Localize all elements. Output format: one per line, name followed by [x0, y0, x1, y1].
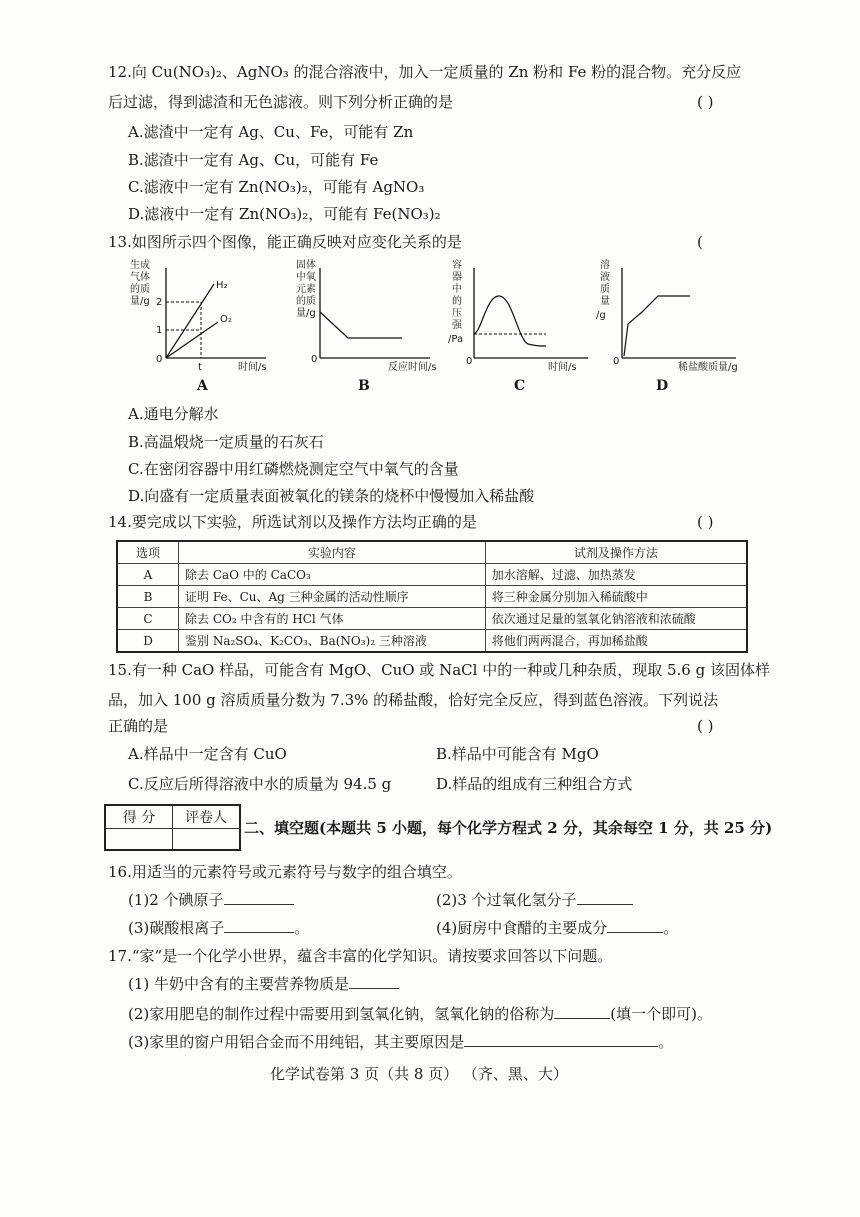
- q12-option-c: C.滤液中一定有 Zn(NO₃)₂，可能有 AgNO₃: [128, 178, 425, 196]
- q16-part3-dot: 。: [294, 919, 310, 937]
- q17-stem: 17.“家”是一个化学小世界，蕴含丰富的化学知识。请按要求回答以下问题。: [108, 947, 613, 965]
- graph-c-xlabel: 时间/s: [548, 362, 577, 373]
- q12-option-d: D.滤液中一定有 Zn(NO₃)₂，可能有 Fe(NO₃)₂: [128, 205, 441, 223]
- table-cell: D: [117, 630, 179, 653]
- q15-option-d: D.样品的组成有三种组合方式: [436, 775, 633, 793]
- q15-stem-line2: 品，加入 100 g 溶质质量分数为 7.3% 的稀盐酸，恰好完全反应，得到蓝色溶液。下列说法: [108, 691, 719, 709]
- q13-option-c: C.在密闭容器中用红磷燃烧测定空气中氧气的含量: [128, 460, 459, 478]
- q13-option-b: B.高温煅烧一定质量的石灰石: [128, 433, 324, 451]
- q17-part3-blank[interactable]: [464, 1046, 658, 1047]
- graph-d-ylabel-3: 质: [600, 284, 610, 295]
- q13-stem: 13.如图所示四个图像，能正确反映对应变化关系的是: [108, 233, 462, 251]
- q12-stem-line1: 12.向 Cu(NO₃)₂、AgNO₃ 的混合溶液中，加入一定质量的 Zn 粉和 Fe 粉的混合物。充分反应: [108, 63, 742, 81]
- graph-d-ylabel-4: 量: [600, 296, 610, 307]
- table-row: [117, 608, 747, 630]
- q14-options-table: [116, 540, 748, 653]
- q16-part3-blank[interactable]: [224, 932, 294, 933]
- q16-part2: [436, 890, 633, 910]
- q17-part2: [128, 1004, 712, 1024]
- q16-part4-dot: 。: [663, 919, 679, 937]
- graph-c-ylabel-7: /Pa: [448, 334, 464, 345]
- graph-a-ylabel-2: 气体: [130, 272, 150, 283]
- q16-part4: [436, 918, 678, 938]
- graph-c-origin: 0: [466, 356, 473, 367]
- q15-option-a: A.样品中一定含有 CuO: [128, 745, 287, 763]
- table-cell: 鉴别 Na₂SO₄、K₂CO₃、Ba(NO₃)₂ 三种溶液: [179, 630, 486, 653]
- q16-part4-blank[interactable]: [607, 932, 663, 933]
- q17-part2-blank[interactable]: [554, 1018, 610, 1019]
- graph-c-ylabel-6: 强: [452, 320, 462, 331]
- graph-c-ylabel-1: 容: [452, 260, 462, 271]
- q16-part2-text: (2)3 个过氧化氢分子: [436, 891, 577, 909]
- graph-c: [448, 258, 598, 373]
- score-box: [104, 804, 241, 851]
- q13-option-d: D.向盛有一定质量表面被氧化的镁条的烧杯中慢慢加入稀盐酸: [128, 487, 535, 505]
- q12-stem-line2: 后过滤，得到滤渣和无色滤液。则下列分析正确的是: [108, 93, 454, 111]
- graph-c-curve: [474, 296, 546, 346]
- graph-b-label: B: [358, 378, 370, 394]
- score-field[interactable]: [105, 829, 173, 851]
- q12-option-b: B.滤渣中一定有 Ag、Cu，可能有 Fe: [128, 151, 379, 169]
- graph-a-svg: [126, 258, 276, 373]
- graph-c-svg: [448, 258, 598, 373]
- graph-b-ylabel-1: 固体: [296, 260, 316, 271]
- q15-stem-line1: 15.有一种 CaO 样品，可能含有 MgO、CuO 或 NaCl 中的一种或几种杂质，现取 5.6 g 该固体样: [108, 661, 770, 679]
- graph-c-ylabel-4: 的: [452, 296, 462, 307]
- q16-part3-text: (3)碳酸根离子: [128, 919, 225, 937]
- graph-d-origin: 0: [613, 356, 620, 367]
- graph-c-ylabel-3: 中: [452, 284, 462, 295]
- q16-part2-blank[interactable]: [577, 904, 633, 905]
- q13-answer-paren: (: [697, 233, 703, 251]
- table-cell: 除去 CaO 中的 CaCO₃: [179, 564, 486, 586]
- table-cell: 依次通过足量的氢氧化钠溶液和浓硫酸: [485, 608, 747, 630]
- graph-b-origin: 0: [311, 354, 318, 365]
- table-cell: B: [117, 586, 179, 608]
- q16-part1-text: (1)2 个碘原子: [128, 891, 224, 909]
- graph-c-ylabel-2: 器: [452, 272, 462, 283]
- graph-a-xlabel: 时间/s: [238, 362, 267, 373]
- table-header-row: [117, 541, 747, 564]
- graph-a-line-h2: [166, 284, 214, 358]
- graph-d-curve: [624, 296, 690, 356]
- graph-d: [596, 258, 746, 373]
- table-cell: 除去 CO₂ 中含有的 HCl 气体: [179, 608, 486, 630]
- table-cell: C: [117, 608, 179, 630]
- q15-option-c: C.反应后所得溶液中水的质量为 94.5 g: [128, 775, 392, 793]
- q12-answer-paren: ( ): [697, 93, 714, 111]
- table-header-option: 选项: [117, 541, 179, 564]
- graph-b-curve: [320, 312, 402, 338]
- graph-a-line-o2: [166, 322, 218, 358]
- graph-a-ylabel-1: 生成: [130, 260, 150, 271]
- graph-a-ylabel-3: 的质: [130, 284, 150, 295]
- graph-b-ylabel-2: 中氧: [296, 272, 316, 283]
- table-cell: A: [117, 564, 179, 586]
- q12-option-a: A.滤渣中一定有 Ag、Cu、Fe，可能有 Zn: [128, 123, 414, 141]
- graph-b: [290, 258, 440, 373]
- graph-b-ylabel-3: 元素: [296, 284, 316, 295]
- q17-part3: [128, 1032, 673, 1052]
- table-cell: 将三种金属分别加入稀硫酸中: [485, 586, 747, 608]
- q17-part1-blank[interactable]: [349, 988, 399, 989]
- table-cell: 证明 Fe、Cu、Ag 三种金属的活动性顺序: [179, 586, 486, 608]
- graph-d-ylabel-5: /g: [596, 310, 606, 321]
- graph-a-tick-1: 1: [156, 325, 163, 336]
- table-row: [117, 630, 747, 653]
- section2-title: 二、填空题(本题共 5 小题，每个化学方程式 2 分，其余每空 1 分，共 25 分): [244, 819, 773, 837]
- table-cell: 将他们两两混合，再加稀盐酸: [485, 630, 747, 653]
- table-header-method: 试剂及操作方法: [485, 541, 747, 564]
- graph-b-ylabel-5: 量/g: [296, 308, 316, 319]
- graph-d-ylabel-1: 溶: [600, 260, 610, 271]
- graph-b-ylabel-4: 的质: [296, 296, 316, 307]
- graph-a: [126, 258, 276, 373]
- q16-part1: [128, 890, 294, 910]
- graph-a-label: A: [197, 378, 208, 394]
- table-row: [117, 586, 747, 608]
- q17-part1-text: (1) 牛奶中含有的主要营养物质是: [128, 975, 350, 993]
- grader-label: 评卷人: [173, 805, 241, 829]
- graph-a-series-h2: H₂: [216, 280, 228, 291]
- graph-a-ylabel-4: 量/g: [130, 296, 150, 307]
- graph-b-svg: [290, 258, 440, 373]
- q16-part1-blank[interactable]: [224, 904, 294, 905]
- graph-b-xlabel: 反应时间/s: [388, 362, 437, 373]
- graph-c-label: C: [514, 378, 526, 394]
- graph-c-ylabel-5: 压: [452, 308, 462, 319]
- q17-part2-suffix: (填一个即可)。: [610, 1005, 712, 1023]
- q17-part2-text: (2)家用肥皂的制作过程中需要用到氢氧化钠，氢氧化钠的俗称为: [128, 1005, 555, 1023]
- q17-part1: [128, 974, 399, 994]
- q16-part4-text: (4)厨房中食醋的主要成分: [436, 919, 608, 937]
- table-header-content: 实验内容: [179, 541, 486, 564]
- graph-a-tick-2: 2: [156, 297, 163, 308]
- q16-part3: [128, 918, 309, 938]
- graph-a-origin: 0: [156, 354, 163, 365]
- q14-answer-paren: ( ): [697, 513, 714, 531]
- graph-d-label: D: [656, 378, 669, 394]
- grader-field[interactable]: [173, 829, 241, 851]
- score-label: 得 分: [105, 805, 173, 829]
- q16-stem: 16.用适当的元素符号或元素符号与数字的组合填空。: [108, 863, 462, 881]
- table-row: [117, 564, 747, 586]
- q14-stem: 14.要完成以下实验，所选试剂以及操作方法均正确的是: [108, 513, 477, 531]
- q15-stem-line3: 正确的是: [108, 717, 169, 735]
- graph-d-svg: [596, 258, 746, 373]
- q17-part3-text: (3)家里的窗户用铝合金而不用纯铝，其主要原因是: [128, 1033, 465, 1051]
- graph-a-series-o2: O₂: [220, 314, 232, 325]
- graph-d-ylabel-2: 液: [600, 272, 610, 283]
- table-cell: 加水溶解、过滤、加热蒸发: [485, 564, 747, 586]
- q13-option-a: A.通电分解水: [128, 405, 219, 423]
- graph-d-xlabel: 稀盐酸质量/g: [678, 362, 738, 373]
- q15-answer-paren: ( ): [697, 717, 714, 735]
- q15-option-b: B.样品中可能含有 MgO: [436, 745, 599, 763]
- page-footer: 化学试卷第 3 页（共 8 页） （齐、黑、大）: [270, 1065, 568, 1083]
- graph-a-tick-t: t: [198, 362, 202, 373]
- q17-part3-dot: 。: [658, 1033, 674, 1051]
